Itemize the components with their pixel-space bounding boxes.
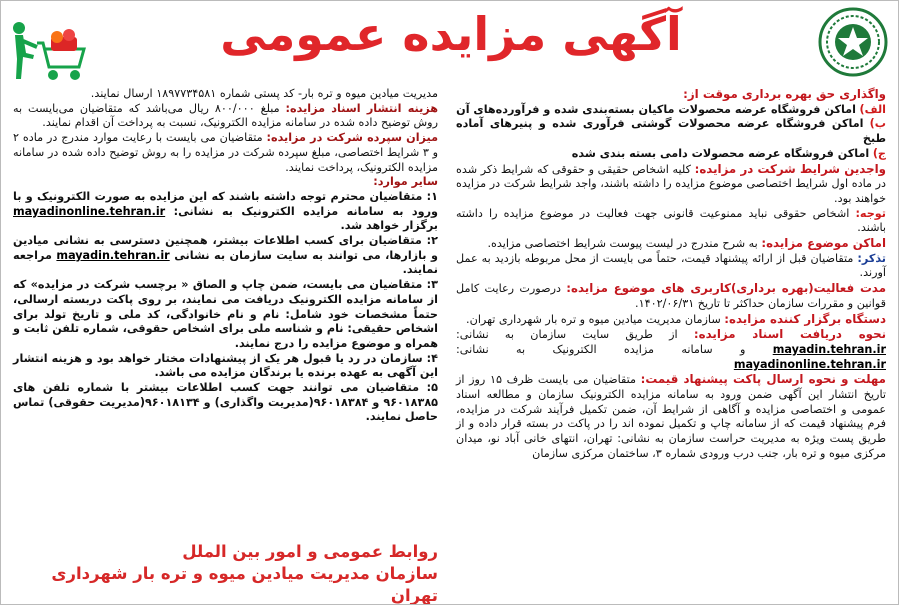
section-heading: مدت فعالیت(بهره برداری)کاربری های موضوع مزایده: — [566, 281, 887, 296]
auction-system-link[interactable]: mayadinonline.tehran.ir — [733, 357, 886, 371]
section-heading: تذکر: — [857, 251, 886, 265]
section-heading: اماکن موضوع مزایده: — [761, 236, 886, 251]
shopping-cart-icon — [7, 19, 87, 85]
section-text: مدیریت میادین میوه و تره بار- کد پستی شماره ۱۸۹۷۷۳۴۵۸۱ ارسال نمایند. — [90, 87, 438, 100]
section-heading: توجه: — [855, 206, 886, 220]
page-title: آگهی مزایده عمومی — [220, 7, 682, 61]
footer-signature — [18, 541, 438, 605]
list-item: ۴: سازمان در رد یا قبول هر یک از پیشنهادات مختار خواهد بود و هزینه انتشار این آگهی به عهده برنده یا برندگان مزایده می باشد. — [13, 351, 438, 380]
site-link[interactable]: mayadin.tehran.ir — [56, 248, 170, 262]
section-heading: واگذاری حق بهره برداری موقت از: — [683, 87, 886, 101]
footer-line: سازمان مدیریت میادین میوه و تره بار شهرداری تهران — [51, 564, 438, 605]
item-text: اماکن فروشگاه عرضه محصولات ماکیان بسته‌بندی شده و فرآورده‌های آن — [456, 102, 856, 116]
tehran-municipality-logo-icon — [818, 7, 888, 77]
item-label: ج) — [872, 146, 886, 160]
header — [1, 1, 899, 87]
list-item: برگزار خواهد شد. — [340, 219, 438, 233]
section-text: و سامانه مزایده الکترونیک به نشانی: — [456, 342, 746, 356]
section-text: به شرح مندرج در لیست پیوست شرایط اختصاصی مزایده. — [487, 237, 758, 251]
list-item: مراجعه نمایند. — [13, 248, 438, 277]
section-text: متقاضیان می بایست با رعایت موارد مندرج در ماده ۲ و ۳ شرایط اختصاصی، مبلغ سپرده شرکت در مزایده را به روش توضیح داده شده در سامانه مزایده الکترونیک، پرداخت نمایند. — [13, 131, 438, 174]
right-column — [456, 87, 886, 462]
section-text: سازمان مدیریت میادین میوه و تره بار شهرداری تهران. — [466, 312, 721, 326]
left-column — [13, 87, 438, 425]
footer-line: روابط عمومی و امور بین الملل — [182, 542, 438, 561]
item-text: اماکن فروشگاه عرضه محصولات گوشتی فرآوری شده و پنیرهای آماده طبخ — [456, 117, 886, 146]
list-item: ۱: متقاضیان محترم توجه داشته باشند که این مزایده به صورت الکترونیک و با ورود به سامانه مزایده الکترونیک به نشانی: — [13, 189, 438, 218]
section-text: اشخاص حقوقی نباید ممنوعیت قانونی جهت فعالیت در موضوع مزایده را داشته باشند. — [456, 206, 886, 235]
section-heading: مهلت و نحوه ارسال پاکت پیشنهاد قیمت: — [640, 372, 886, 387]
section-heading: دستگاه برگزار کننده مزایده: — [724, 311, 886, 326]
list-item: ۳: متقاضیان می بایست، ضمن چاپ و الصاق « برچسب شرکت در مزایده» که از سامانه مزایده الکترونیک دریافت می نمایند، بر روی پاکت دربسته ارسالی، حتماً مشخصات خود شامل: نام و نام خانوادگی، کد ملی و تاریخ تولد برای اشخاص حقیقی: نام و شناسه ملی برای اشخاص حقوقی، شماره تلفن ثابت و همراه و موضوع مزایده را درج نمایند. — [13, 278, 438, 350]
section-text: کلیه اشخاص حقیقی و حقوقی که شرایط ذکر شده در ماده اول شرایط اختصاصی موضوع مزایده را داشته باشند، واجد شرایط شرکت در مزایده خواهند بود. — [456, 162, 886, 205]
item-label: ب) — [869, 117, 886, 131]
section-heading: نحوه دریافت اسناد مزایده: — [693, 327, 886, 342]
section-text: متقاضیان می بایست ظرف ۱۵ روز از تاریخ انتشار این آگهی ضمن ورود به سامانه مزایده الکترونیک سازمان و مطالعه اسناد عمومی و اختصاصی مزایده و آگاهی از شرایط آن، ضمن تکمیل فرآیند شرکت در مزایده، فرم پیشنهاد قیمت که از سامانه چاپ و تکمیل نموده اند را در پاکت در بسته قرار داده و از طریق پست ویژه به مدیریت حراست سازمان به نشانی: تهران، انتهای خانی آباد نو، میدان مرکزی میوه و تره بار، جنب درب ورودی شماره ۳، ساختمان مرکزی سازمان — [456, 373, 886, 460]
section-heading: هزینه انتشار اسناد مزایده: — [285, 101, 438, 115]
section-text: مبلغ ۸۰۰/۰۰۰ ریال می‌باشد که متقاضیان می‌بایست به روش توضیح داده شده در سامانه مزایده الکترونیک، نسبت به پرداخت آن اقدام نمایند. — [13, 101, 438, 130]
section-heading: واجدین شرایط شرکت در مزایده: — [694, 161, 886, 176]
section-heading: سایر موارد: — [373, 175, 438, 189]
section-heading: میزان سپرده شرکت در مزایده: — [266, 131, 438, 145]
section-text: متقاضیان قبل از ارائه پیشنهاد قیمت، حتماً می بایست از محل مربوطه بازدید به عمل آورند. — [456, 251, 886, 280]
list-item: ۵: متقاضیان می توانند جهت کسب اطلاعات بیشتر با شماره تلفن های ۹۶۰۱۸۳۸۵ و ۹۶۰۱۸۳۸۴(مدیریت واگذاری) و ۹۶۰۱۸۱۳۴(مدیریت حقوقی) تماس حاصل نمایند. — [13, 381, 438, 424]
list-item: ۲: متقاضیان برای کسب اطلاعات بیشتر، همچنین دسترسی به نشانی میادین و بازارها، می توانند به سایت سازمان به نشانی — [13, 234, 438, 262]
auction-system-link[interactable]: mayadinonline.tehran.ir — [13, 204, 166, 218]
item-label: الف) — [859, 102, 886, 116]
item-text: اماکن فروشگاه عرضه محصولات دامی بسته بندی شده — [571, 146, 870, 160]
section-text: درصورت رعایت کامل قوانین و مقررات سازمان حداکثر تا تاریخ ۱۴۰۲/۰۶/۳۱. — [456, 282, 886, 310]
section-text: از طریق سایت سازمان به نشانی: — [456, 328, 678, 342]
site-link[interactable]: mayadin.tehran.ir — [772, 342, 886, 356]
